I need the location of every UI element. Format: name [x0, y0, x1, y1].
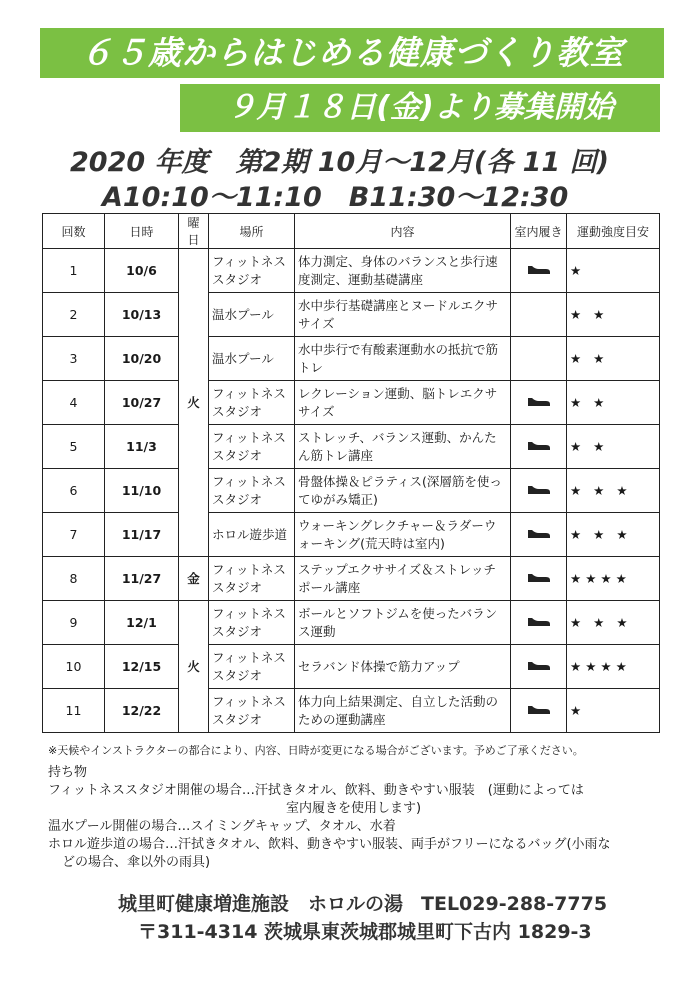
session-number: 10 — [43, 645, 105, 689]
table-row — [43, 337, 660, 381]
schedule-table — [42, 213, 660, 733]
table-row — [43, 249, 660, 293]
session-number: 1 — [43, 249, 105, 293]
belongings-studio: フィットネススタジオ開催の場合…汗拭きタオル、飲料、動きやすい服装 (運動によっては — [48, 783, 584, 798]
session-place: フィットネススタジオ — [209, 249, 295, 293]
session-weekday: 火 — [179, 601, 209, 733]
session-number: 5 — [43, 425, 105, 469]
session-content: ステップエクササイズ＆ストレッチポール講座 — [295, 557, 511, 601]
intensity-stars: ★ ★ ★ — [567, 601, 660, 645]
indoor-shoe-icon — [526, 393, 552, 407]
indoor-shoes-cell — [511, 425, 567, 469]
indoor-shoes-cell — [511, 557, 567, 601]
session-place: 温水プール — [209, 337, 295, 381]
belongings-studio-cont: 室内履きを使用します) — [286, 801, 422, 816]
session-place: フィットネススタジオ — [209, 381, 295, 425]
indoor-shoe-icon — [526, 701, 552, 715]
header-shoes: 室内履き — [511, 214, 567, 249]
indoor-shoe-icon — [526, 525, 552, 539]
session-date: 11/3 — [105, 425, 179, 469]
session-content: ウォーキングレクチャー＆ラダーウォーキング(荒天時は室内) — [295, 513, 511, 557]
schedule-times: A10:10～11:10 B11:30～12:30 — [102, 182, 569, 213]
session-content: ボールとソフトジムを使ったバランス運動 — [295, 601, 511, 645]
intensity-stars: ★ ★ — [567, 425, 660, 469]
session-date: 12/15 — [105, 645, 179, 689]
intensity-stars: ★ ★ — [567, 381, 660, 425]
session-place: フィットネススタジオ — [209, 469, 295, 513]
session-weekday: 金 — [179, 557, 209, 601]
indoor-shoe-icon — [526, 569, 552, 583]
session-number: 3 — [43, 337, 105, 381]
session-number: 6 — [43, 469, 105, 513]
session-date: 10/6 — [105, 249, 179, 293]
indoor-shoe-icon — [526, 657, 552, 671]
facility-name: 城里町健康増進施設 ホロルの湯 — [118, 893, 404, 915]
session-place: フィットネススタジオ — [209, 425, 295, 469]
header-place: 場所 — [209, 214, 295, 249]
session-date: 10/13 — [105, 293, 179, 337]
intensity-stars: ★ ★ — [567, 293, 660, 337]
session-place: フィットネススタジオ — [209, 645, 295, 689]
registration-banner: ９月１８日(金)より募集開始 — [180, 84, 660, 132]
session-date: 11/10 — [105, 469, 179, 513]
indoor-shoes-cell — [511, 249, 567, 293]
header-intensity: 運動強度目安 — [567, 214, 660, 249]
table-row — [43, 425, 660, 469]
belongings-section — [48, 764, 668, 872]
session-place: 温水プール — [209, 293, 295, 337]
session-content: 骨盤体操＆ピラティス(深層筋を使ってゆがみ矯正) — [295, 469, 511, 513]
indoor-shoes-cell — [511, 689, 567, 733]
footer-contact — [118, 889, 607, 916]
indoor-shoe-icon — [526, 613, 552, 627]
table-row — [43, 381, 660, 425]
table-row — [43, 293, 660, 337]
session-content: レクレーション運動、脳トレエクササイズ — [295, 381, 511, 425]
session-content: 体力向上結果測定、自立した活動のための運動講座 — [295, 689, 511, 733]
table-row — [43, 513, 660, 557]
header-date: 日時 — [105, 214, 179, 249]
session-place: ホロル遊歩道 — [209, 513, 295, 557]
schedule-period: 2020 年度 第2期 10月～12月(各 11 回) — [70, 147, 609, 178]
notice-text: ※天候やインストラクターの都合により、内容、日時が変更になる場合がございます。予めご了承ください。 — [48, 744, 584, 757]
indoor-shoe-icon — [526, 437, 552, 451]
header-content: 内容 — [295, 214, 511, 249]
session-place: フィットネススタジオ — [209, 557, 295, 601]
footer-address: 〒311-4314 茨城県東茨城郡城里町下古内 1829-3 — [138, 921, 592, 943]
intensity-stars: ★★★★ — [567, 645, 660, 689]
header-num: 回数 — [43, 214, 105, 249]
session-date: 12/22 — [105, 689, 179, 733]
table-row — [43, 645, 660, 689]
intensity-stars: ★ — [567, 249, 660, 293]
belongings-heading: 持ち物 — [48, 765, 88, 780]
belongings-pool: 温水プール開催の場合…スイミングキャップ、タオル、水着 — [48, 819, 396, 834]
session-number: 8 — [43, 557, 105, 601]
indoor-shoes-cell — [511, 645, 567, 689]
table-row — [43, 689, 660, 733]
session-content: ストレッチ、バランス運動、かんたん筋トレ講座 — [295, 425, 511, 469]
table-header-row — [43, 214, 660, 249]
session-number: 4 — [43, 381, 105, 425]
header-day: 曜日 — [179, 214, 209, 249]
indoor-shoes-cell — [511, 337, 567, 381]
phone-number: TEL029-288-7775 — [421, 893, 608, 915]
session-content: セラバンド体操で筋力アップ — [295, 645, 511, 689]
belongings-walkway-cont: どの場合、傘以外の雨具) — [62, 855, 211, 870]
table-row — [43, 557, 660, 601]
table-row — [43, 469, 660, 513]
session-place: フィットネススタジオ — [209, 601, 295, 645]
belongings-walkway: ホロル遊歩道の場合…汗拭きタオル、飲料、動きやすい服装、両手がフリーになるバッグ(小雨な — [48, 837, 611, 852]
indoor-shoe-icon — [526, 481, 552, 495]
session-number: 9 — [43, 601, 105, 645]
intensity-stars: ★ ★ ★ — [567, 469, 660, 513]
session-number: 11 — [43, 689, 105, 733]
session-date: 10/27 — [105, 381, 179, 425]
intensity-stars: ★ ★ — [567, 337, 660, 381]
session-date: 11/17 — [105, 513, 179, 557]
indoor-shoes-cell — [511, 381, 567, 425]
session-place: フィットネススタジオ — [209, 689, 295, 733]
indoor-shoes-cell — [511, 601, 567, 645]
session-date: 11/27 — [105, 557, 179, 601]
intensity-stars: ★ — [567, 689, 660, 733]
session-date: 12/1 — [105, 601, 179, 645]
intensity-stars: ★ ★ ★ — [567, 513, 660, 557]
session-content: 水中歩行基礎講座とヌードルエクササイズ — [295, 293, 511, 337]
session-weekday: 火 — [179, 249, 209, 557]
indoor-shoe-icon — [526, 261, 552, 275]
table-row — [43, 601, 660, 645]
session-number: 7 — [43, 513, 105, 557]
session-number: 2 — [43, 293, 105, 337]
indoor-shoes-cell — [511, 513, 567, 557]
session-content: 体力測定、身体のバランスと歩行速度測定、運動基礎講座 — [295, 249, 511, 293]
session-date: 10/20 — [105, 337, 179, 381]
title-banner: ６５歳からはじめる健康づくり教室 — [40, 28, 664, 78]
indoor-shoes-cell — [511, 469, 567, 513]
intensity-stars: ★★★★ — [567, 557, 660, 601]
indoor-shoes-cell — [511, 293, 567, 337]
session-content: 水中歩行で有酸素運動水の抵抗で筋トレ — [295, 337, 511, 381]
